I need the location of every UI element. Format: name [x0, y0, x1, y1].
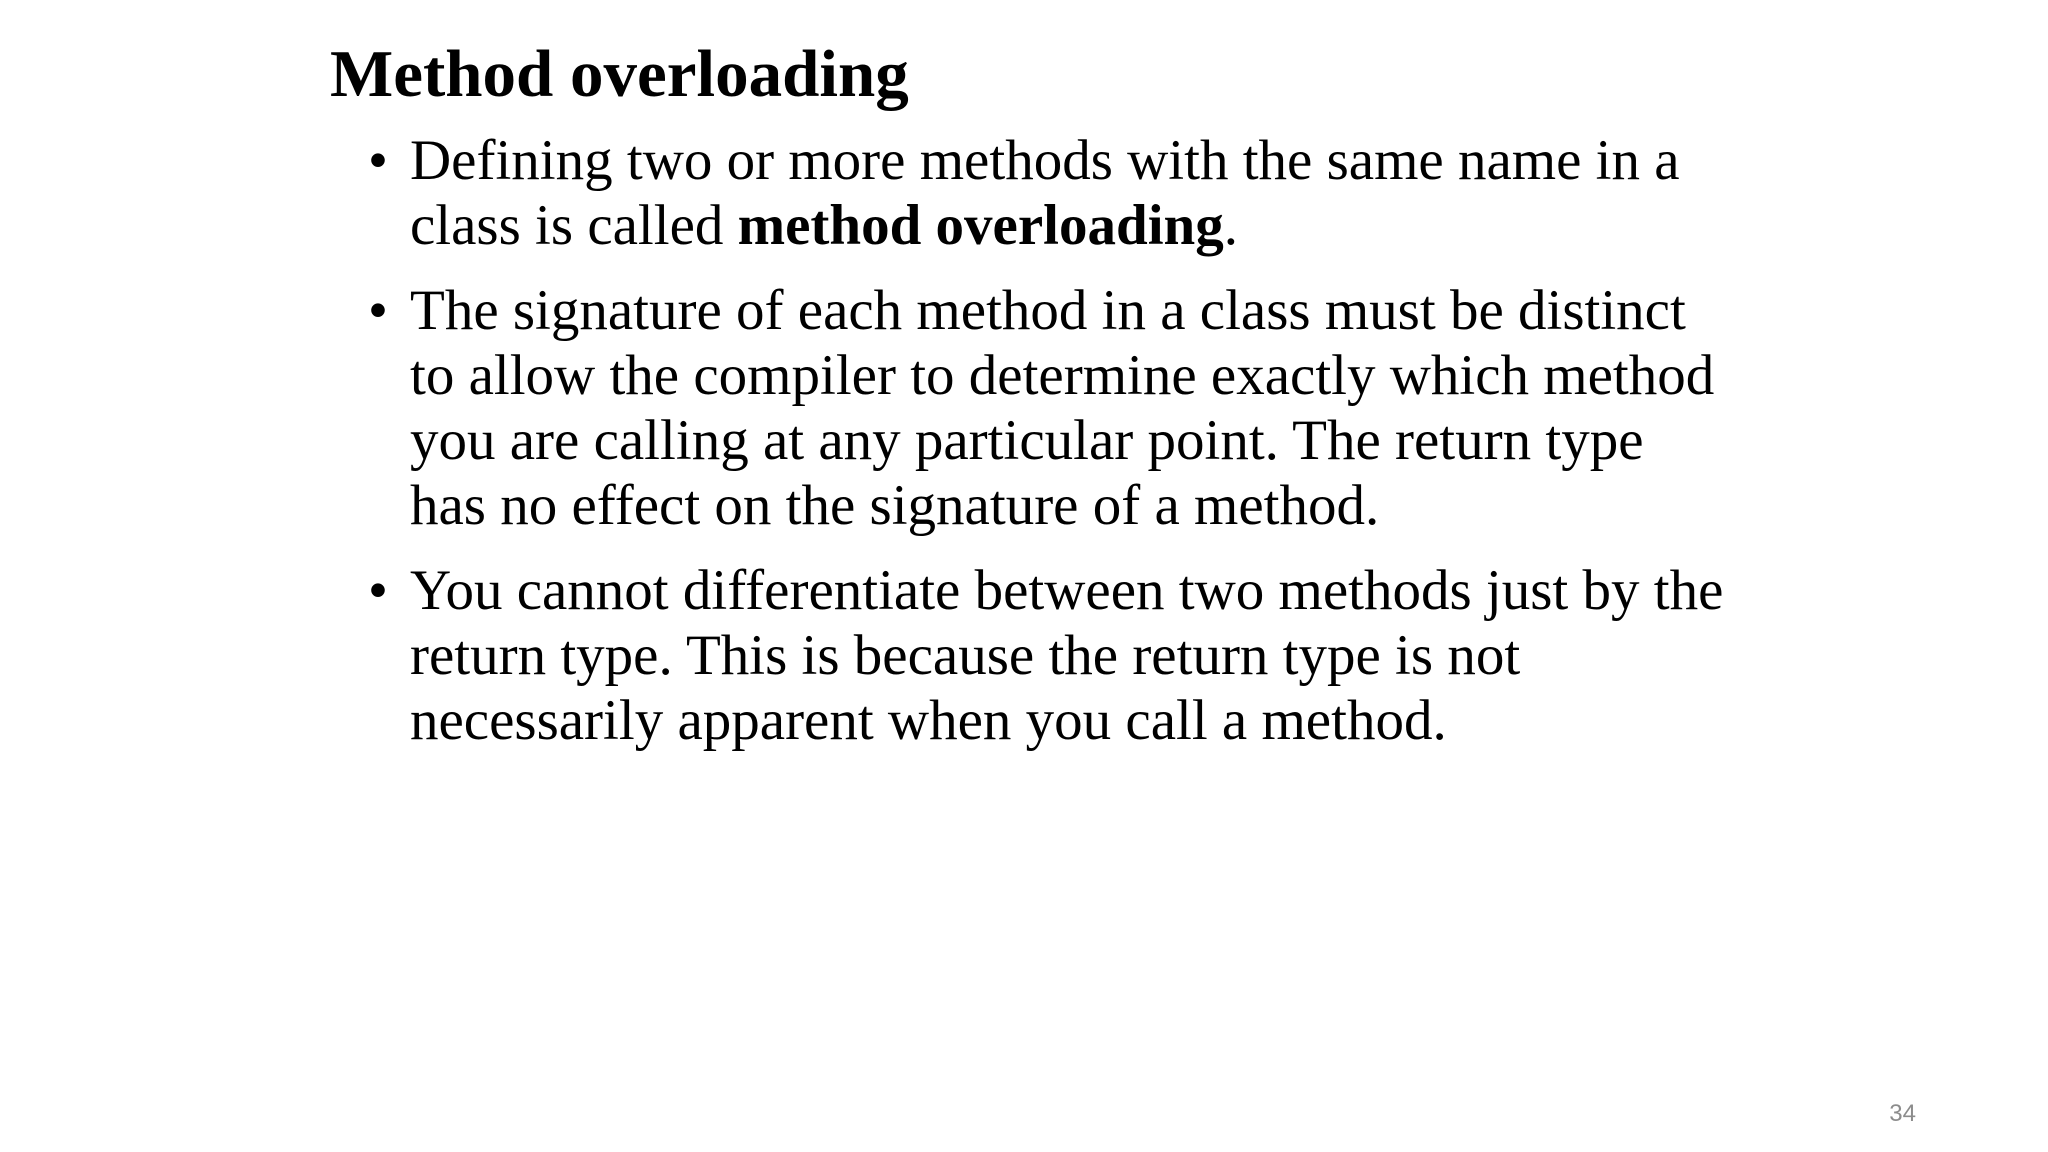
bullet-mark: •	[368, 129, 388, 192]
bullet-text: Defining two or more methods with the same name in a class is called	[410, 129, 1680, 257]
page-number: 34	[1889, 1100, 1916, 1127]
slide-title: Method overloading	[330, 37, 909, 111]
bullet-mark: •	[368, 279, 388, 342]
bullet-item-signature	[368, 278, 1728, 538]
bullet-mark: •	[368, 559, 388, 622]
bullet-list	[368, 128, 1728, 773]
bold-term: method overloading	[737, 194, 1224, 257]
bullet-text: You cannot differentiate between two methods just by the return type. This is because the return type is not necessarily apparent when you call a method.	[410, 559, 1724, 752]
bullet-item-overloading-definition	[368, 128, 1728, 258]
bullet-text-end: .	[1223, 194, 1238, 257]
bullet-item-return-type	[368, 558, 1728, 753]
bullet-text: The signature of each method in a class must be distinct to allow the compiler to determine exactly which method you are calling at any particular point. The return type has no effect on the signature of a method.	[410, 279, 1715, 537]
